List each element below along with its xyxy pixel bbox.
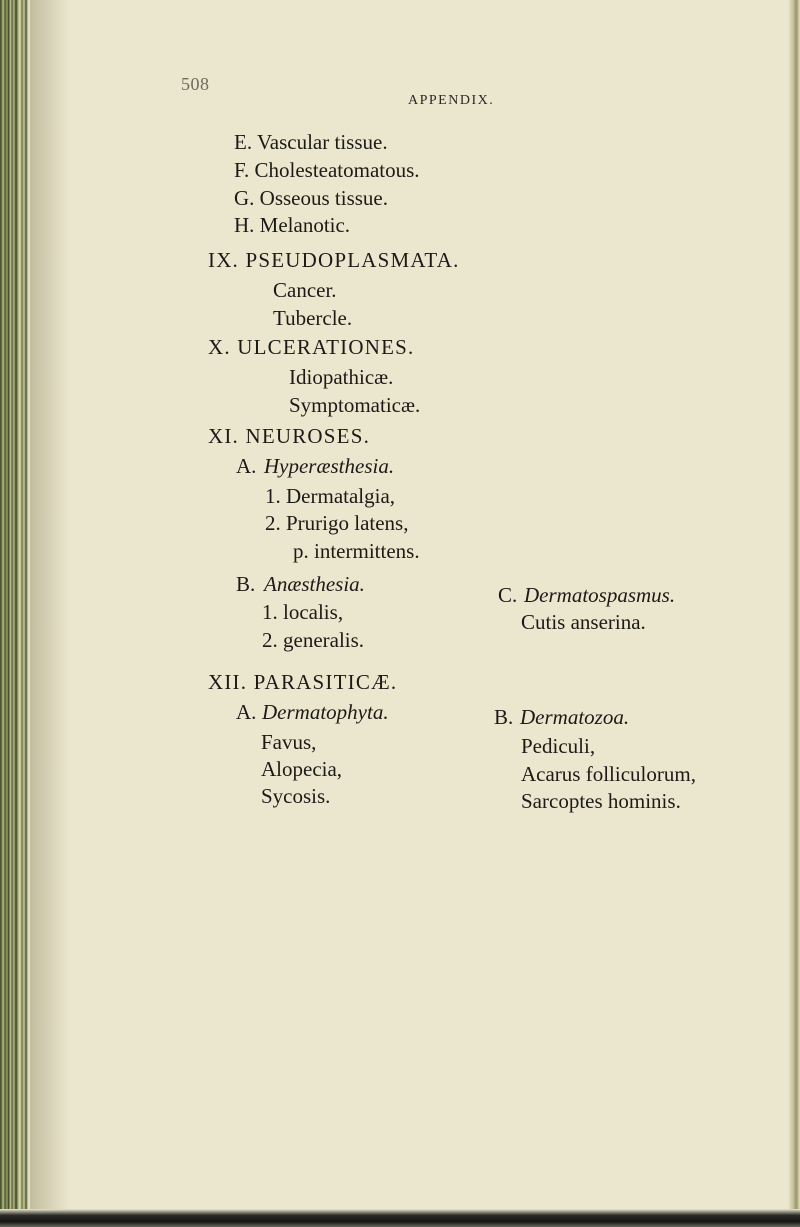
section-heading-x: X. ULCERATIONES.: [208, 335, 415, 359]
section-heading-xii: XII. PARASITICÆ.: [208, 670, 398, 694]
page-edge-right: [788, 0, 800, 1227]
subsection-label-xii-b: B.: [494, 705, 514, 729]
list-item-idiopathicae: Idiopathicæ.: [289, 365, 394, 389]
list-item-generalis: 2. generalis.: [262, 628, 365, 652]
list-item-pediculi: Pediculi,: [521, 734, 596, 758]
list-item-localis: 1. localis,: [262, 600, 344, 624]
list-item-favus: Favus,: [261, 730, 317, 754]
list-item-e: E. Vascular tissue.: [234, 130, 388, 154]
subsection-label-xi-b: B.: [236, 572, 256, 596]
subsection-title-anaesthesia: Anæsthesia.: [264, 572, 365, 596]
list-item-intermittens: p. intermittens.: [293, 539, 420, 563]
list-item-sycosis: Sycosis.: [261, 784, 331, 808]
list-item-prurigo-latens: 2. Prurigo latens,: [265, 511, 409, 535]
book-binding: [0, 0, 30, 1227]
list-item-alopecia: Alopecia,: [261, 757, 343, 781]
list-item-cancer: Cancer.: [273, 278, 337, 302]
subsection-title-dermatozoa: Dermatozoa.: [520, 705, 630, 729]
subsection-label-xi-a: A.: [236, 454, 257, 478]
list-item-sarcoptes-hominis: Sarcoptes hominis.: [521, 789, 681, 813]
list-item-h: H. Melanotic.: [234, 213, 351, 237]
list-item-tubercle: Tubercle.: [273, 306, 353, 330]
list-item-symptomaticae: Symptomaticæ.: [289, 393, 421, 417]
list-item-cutis-anserina: Cutis anserina.: [521, 610, 646, 634]
subsection-title-dermatospasmus: Dermatospasmus.: [524, 583, 676, 607]
subsection-label-xi-c: C.: [498, 583, 518, 607]
list-item-f: F. Cholesteatomatous.: [234, 158, 420, 182]
running-head: APPENDIX.: [408, 93, 495, 108]
section-heading-ix: IX. PSEUDOPLASMATA.: [208, 248, 460, 272]
list-item-g: G. Osseous tissue.: [234, 186, 389, 210]
section-heading-xi: XI. NEUROSES.: [208, 424, 371, 448]
subsection-title-dermatophyta: Dermatophyta.: [262, 700, 389, 724]
list-item-acarus-folliculorum: Acarus folliculorum,: [521, 762, 696, 786]
page-edge-bottom: [0, 1209, 800, 1227]
gutter-shadow: [30, 0, 70, 1227]
page-number: 508: [181, 74, 210, 94]
list-item-dermatalgia: 1. Dermatalgia,: [265, 484, 396, 508]
subsection-label-xii-a: A.: [236, 700, 257, 724]
subsection-title-hyperaesthesia: Hyperæsthesia.: [264, 454, 395, 478]
